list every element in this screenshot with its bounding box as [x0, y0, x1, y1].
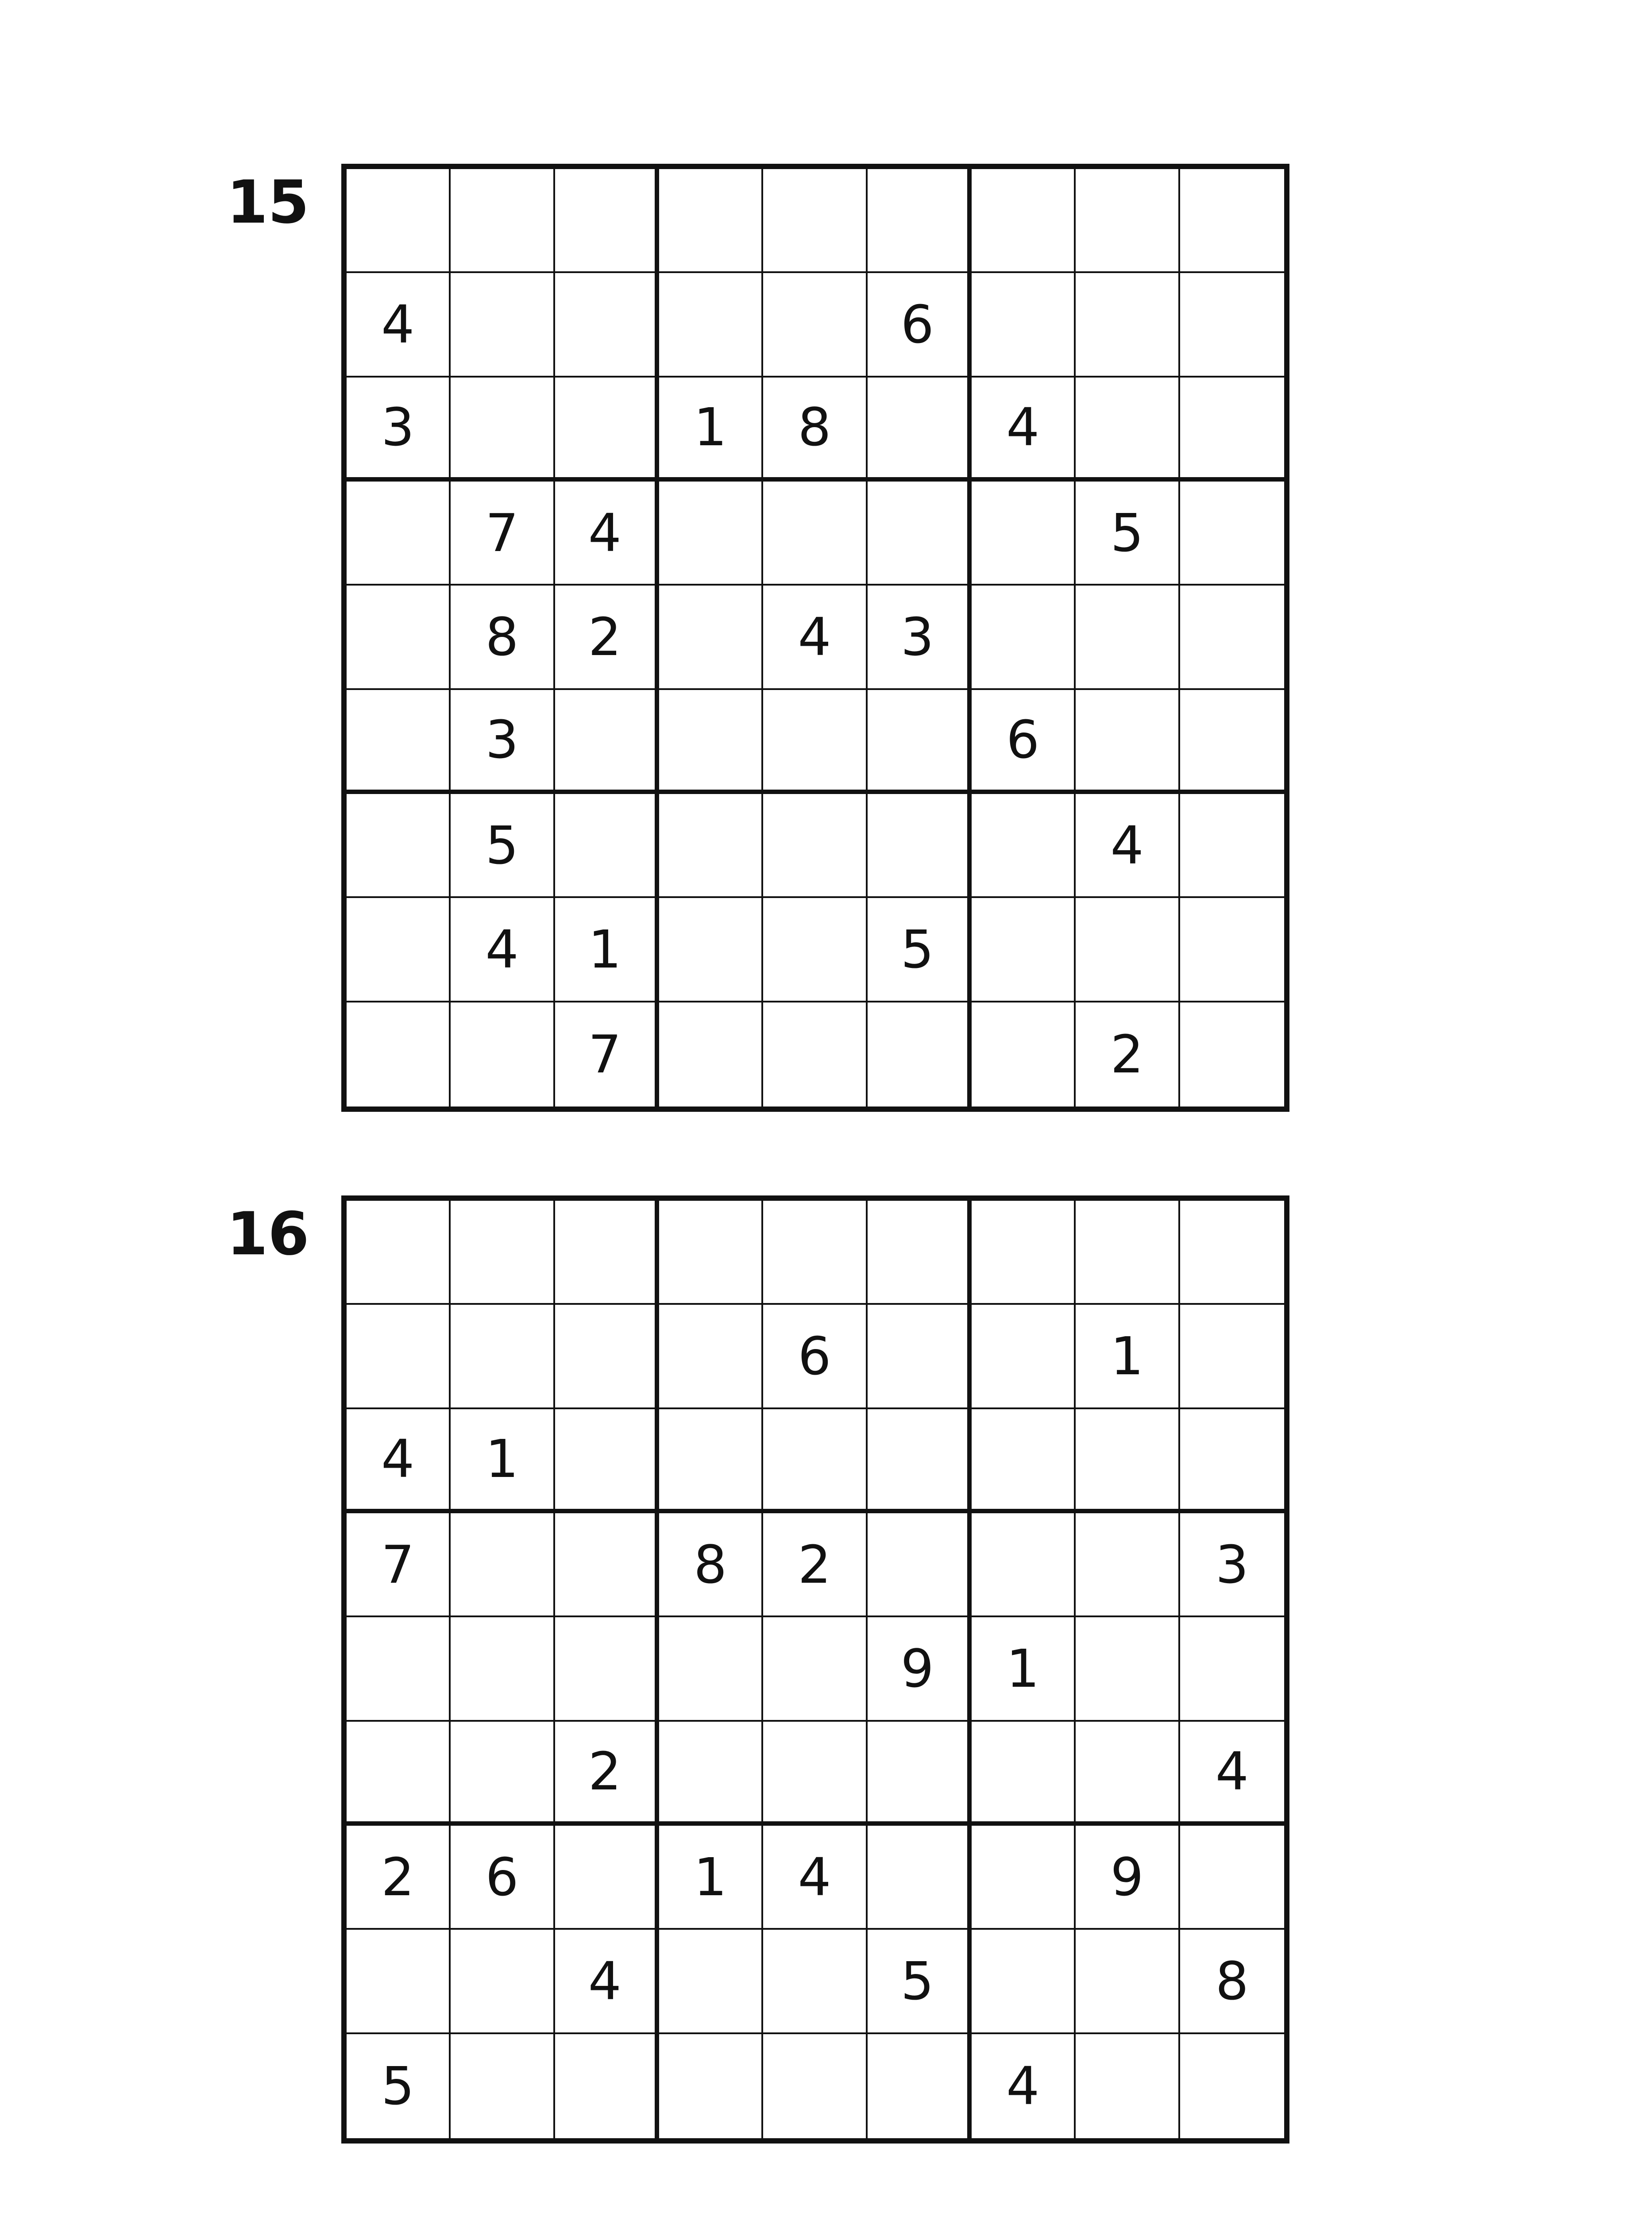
- sudoku-grid: [341, 164, 1289, 1112]
- sudoku-cell[interactable]: 5: [347, 2034, 451, 2138]
- sudoku-cell[interactable]: [972, 794, 1076, 898]
- sudoku-cell[interactable]: [451, 1930, 555, 2034]
- sudoku-cell[interactable]: [763, 794, 867, 898]
- sudoku-cell[interactable]: [972, 273, 1076, 377]
- sudoku-cell[interactable]: [972, 1201, 1076, 1305]
- sudoku-cell[interactable]: [972, 586, 1076, 690]
- sudoku-cell[interactable]: [347, 1930, 451, 2034]
- sudoku-cell[interactable]: [763, 898, 867, 1002]
- sudoku-cell[interactable]: 5: [1076, 482, 1180, 586]
- sudoku-cell[interactable]: [1076, 378, 1180, 482]
- sudoku-cell[interactable]: 4: [763, 1826, 867, 1930]
- sudoku-cell[interactable]: [347, 898, 451, 1002]
- sudoku-cell[interactable]: [555, 1201, 659, 1305]
- sudoku-cell[interactable]: [659, 794, 763, 898]
- sudoku-cell[interactable]: 3: [1180, 1513, 1284, 1617]
- sudoku-cell[interactable]: [1076, 1409, 1180, 1513]
- sudoku-cell[interactable]: [763, 482, 867, 586]
- sudoku-cell[interactable]: [347, 169, 451, 273]
- sudoku-cell[interactable]: [972, 898, 1076, 1002]
- sudoku-cell[interactable]: [555, 1305, 659, 1409]
- sudoku-cell[interactable]: [868, 482, 972, 586]
- sudoku-cell[interactable]: 7: [555, 1002, 659, 1106]
- sudoku-cell[interactable]: 8: [1180, 1930, 1284, 2034]
- sudoku-cell[interactable]: [555, 2034, 659, 2138]
- sudoku-cell[interactable]: [659, 690, 763, 794]
- sudoku-cell[interactable]: [972, 1826, 1076, 1930]
- sudoku-cell[interactable]: 3: [868, 586, 972, 690]
- sudoku-cell[interactable]: 4: [763, 586, 867, 690]
- sudoku-cell[interactable]: [659, 1930, 763, 2034]
- sudoku-cell[interactable]: [1180, 1617, 1284, 1721]
- sudoku-cell[interactable]: 1: [1076, 1305, 1180, 1409]
- sudoku-cell[interactable]: [1180, 794, 1284, 898]
- sudoku-cell[interactable]: [763, 2034, 867, 2138]
- sudoku-cell[interactable]: [659, 2034, 763, 2138]
- sudoku-cell[interactable]: [868, 2034, 972, 2138]
- sudoku-cell[interactable]: 4: [555, 1930, 659, 2034]
- sudoku-cell[interactable]: [659, 1722, 763, 1826]
- sudoku-cell[interactable]: [659, 586, 763, 690]
- sudoku-cell[interactable]: 3: [451, 690, 555, 794]
- sudoku-cell[interactable]: 4: [347, 1409, 451, 1513]
- sudoku-cell[interactable]: [972, 1305, 1076, 1409]
- sudoku-cell[interactable]: [1076, 2034, 1180, 2138]
- sudoku-cell[interactable]: [1076, 586, 1180, 690]
- sudoku-cell[interactable]: 4: [347, 273, 451, 377]
- sudoku-cell[interactable]: [763, 273, 867, 377]
- sudoku-cell[interactable]: [451, 169, 555, 273]
- sudoku-cell[interactable]: [1180, 169, 1284, 273]
- sudoku-cell[interactable]: 4: [555, 482, 659, 586]
- sudoku-cell[interactable]: 5: [868, 898, 972, 1002]
- sudoku-cell[interactable]: [972, 169, 1076, 273]
- sudoku-cell[interactable]: [763, 1409, 867, 1513]
- sudoku-cell[interactable]: [1180, 1002, 1284, 1106]
- sudoku-cell[interactable]: [451, 1305, 555, 1409]
- sudoku-cell[interactable]: [555, 1513, 659, 1617]
- sudoku-cell[interactable]: [868, 1409, 972, 1513]
- sudoku-cell[interactable]: [451, 1201, 555, 1305]
- sudoku-cell[interactable]: 2: [347, 1826, 451, 1930]
- sudoku-cell[interactable]: [972, 1513, 1076, 1617]
- sudoku-cell[interactable]: 6: [763, 1305, 867, 1409]
- sudoku-cell[interactable]: [1180, 482, 1284, 586]
- sudoku-cell[interactable]: [972, 482, 1076, 586]
- sudoku-cell[interactable]: [868, 1513, 972, 1617]
- sudoku-cell[interactable]: 9: [1076, 1826, 1180, 1930]
- sudoku-cell[interactable]: 1: [451, 1409, 555, 1513]
- sudoku-cell[interactable]: [1180, 690, 1284, 794]
- sudoku-cell[interactable]: [347, 1002, 451, 1106]
- sudoku-cell[interactable]: 1: [555, 898, 659, 1002]
- sudoku-cell[interactable]: [347, 690, 451, 794]
- sudoku-cell[interactable]: [451, 273, 555, 377]
- sudoku-cell[interactable]: [555, 378, 659, 482]
- sudoku-cell[interactable]: [1076, 1513, 1180, 1617]
- sudoku-cell[interactable]: 8: [451, 586, 555, 690]
- sudoku-cell[interactable]: 6: [972, 690, 1076, 794]
- sudoku-cell[interactable]: [555, 794, 659, 898]
- sudoku-cell[interactable]: [659, 273, 763, 377]
- sudoku-cell[interactable]: [347, 482, 451, 586]
- sudoku-cell[interactable]: [555, 690, 659, 794]
- sudoku-cell[interactable]: [555, 273, 659, 377]
- sudoku-cell[interactable]: [1076, 690, 1180, 794]
- sudoku-cell[interactable]: [451, 2034, 555, 2138]
- sudoku-cell[interactable]: [659, 169, 763, 273]
- sudoku-cell[interactable]: [1180, 378, 1284, 482]
- sudoku-cell[interactable]: [1180, 1201, 1284, 1305]
- sudoku-cell[interactable]: 2: [1076, 1002, 1180, 1106]
- sudoku-cell[interactable]: [972, 1930, 1076, 2034]
- sudoku-cell[interactable]: 4: [1180, 1722, 1284, 1826]
- sudoku-cell[interactable]: [555, 1409, 659, 1513]
- sudoku-cell[interactable]: [972, 1409, 1076, 1513]
- sudoku-cell[interactable]: [1076, 169, 1180, 273]
- sudoku-cell[interactable]: 8: [659, 1513, 763, 1617]
- sudoku-cell[interactable]: [1180, 898, 1284, 1002]
- sudoku-cell[interactable]: [763, 1002, 867, 1106]
- puzzle-number: 16: [227, 1199, 309, 1268]
- sudoku-cell[interactable]: [347, 1305, 451, 1409]
- sudoku-cell[interactable]: 4: [972, 378, 1076, 482]
- sudoku-cell[interactable]: [868, 690, 972, 794]
- sudoku-cell[interactable]: [1076, 273, 1180, 377]
- sudoku-cell[interactable]: [1180, 1826, 1284, 1930]
- sudoku-cell[interactable]: [972, 1002, 1076, 1106]
- sudoku-cell[interactable]: 2: [763, 1513, 867, 1617]
- sudoku-cell[interactable]: [451, 1722, 555, 1826]
- sudoku-cell[interactable]: 6: [868, 273, 972, 377]
- sudoku-cell[interactable]: 1: [659, 1826, 763, 1930]
- sudoku-cell[interactable]: 3: [347, 378, 451, 482]
- sudoku-cell[interactable]: [1180, 586, 1284, 690]
- sudoku-cell[interactable]: 4: [1076, 794, 1180, 898]
- sudoku-cell[interactable]: 7: [451, 482, 555, 586]
- sudoku-cell[interactable]: [763, 1617, 867, 1721]
- sudoku-cell[interactable]: [868, 169, 972, 273]
- sudoku-cell[interactable]: [659, 482, 763, 586]
- sudoku-cell[interactable]: [347, 1201, 451, 1305]
- sudoku-cell[interactable]: [868, 1722, 972, 1826]
- sudoku-cell[interactable]: [451, 1617, 555, 1721]
- sudoku-cell[interactable]: [555, 1826, 659, 1930]
- sudoku-cell[interactable]: 6: [451, 1826, 555, 1930]
- sudoku-cell[interactable]: [868, 378, 972, 482]
- sudoku-cell[interactable]: [659, 898, 763, 1002]
- sudoku-cell[interactable]: [1180, 2034, 1284, 2138]
- sudoku-cell[interactable]: [451, 1002, 555, 1106]
- sudoku-cell[interactable]: 8: [763, 378, 867, 482]
- sudoku-cell[interactable]: [868, 1305, 972, 1409]
- sudoku-cell[interactable]: [451, 378, 555, 482]
- sudoku-cell[interactable]: [868, 1826, 972, 1930]
- sudoku-cell[interactable]: [763, 1722, 867, 1826]
- sudoku-cell[interactable]: [1076, 1722, 1180, 1826]
- sudoku-cell[interactable]: [1076, 1201, 1180, 1305]
- sudoku-cell[interactable]: [347, 1617, 451, 1721]
- sudoku-cell[interactable]: [555, 169, 659, 273]
- sudoku-cell[interactable]: [451, 1513, 555, 1617]
- sudoku-cell[interactable]: [868, 1002, 972, 1106]
- sudoku-cell[interactable]: 2: [555, 1722, 659, 1826]
- sudoku-cell[interactable]: [1076, 898, 1180, 1002]
- sudoku-cell[interactable]: [659, 1617, 763, 1721]
- sudoku-cell[interactable]: 1: [972, 1617, 1076, 1721]
- sudoku-cell[interactable]: [1180, 1409, 1284, 1513]
- sudoku-cell[interactable]: [347, 794, 451, 898]
- sudoku-cell[interactable]: [555, 1617, 659, 1721]
- sudoku-cell[interactable]: [1076, 1930, 1180, 2034]
- sudoku-cell[interactable]: [868, 1201, 972, 1305]
- sudoku-cell[interactable]: [972, 1722, 1076, 1826]
- sudoku-cell[interactable]: 4: [972, 2034, 1076, 2138]
- sudoku-cell[interactable]: [659, 1409, 763, 1513]
- sudoku-cell[interactable]: [1180, 1305, 1284, 1409]
- sudoku-cell[interactable]: [659, 1201, 763, 1305]
- sudoku-cell[interactable]: 4: [451, 898, 555, 1002]
- sudoku-cell[interactable]: [1180, 273, 1284, 377]
- sudoku-cell[interactable]: [868, 794, 972, 898]
- sudoku-cell[interactable]: [347, 586, 451, 690]
- sudoku-cell[interactable]: [659, 1305, 763, 1409]
- sudoku-cell[interactable]: 2: [555, 586, 659, 690]
- sudoku-cell[interactable]: [763, 169, 867, 273]
- sudoku-cell[interactable]: [659, 1002, 763, 1106]
- sudoku-cell[interactable]: [763, 1201, 867, 1305]
- sudoku-cell[interactable]: [763, 1930, 867, 2034]
- sudoku-cell[interactable]: [763, 690, 867, 794]
- puzzle-number: 15: [227, 168, 309, 237]
- sudoku-cell[interactable]: 1: [659, 378, 763, 482]
- sudoku-cell[interactable]: 7: [347, 1513, 451, 1617]
- sudoku-cell[interactable]: 9: [868, 1617, 972, 1721]
- sudoku-cell[interactable]: [347, 1722, 451, 1826]
- sudoku-cell[interactable]: [1076, 1617, 1180, 1721]
- sudoku-grid: [341, 1195, 1289, 2144]
- sudoku-cell[interactable]: 5: [868, 1930, 972, 2034]
- sudoku-cell[interactable]: 5: [451, 794, 555, 898]
